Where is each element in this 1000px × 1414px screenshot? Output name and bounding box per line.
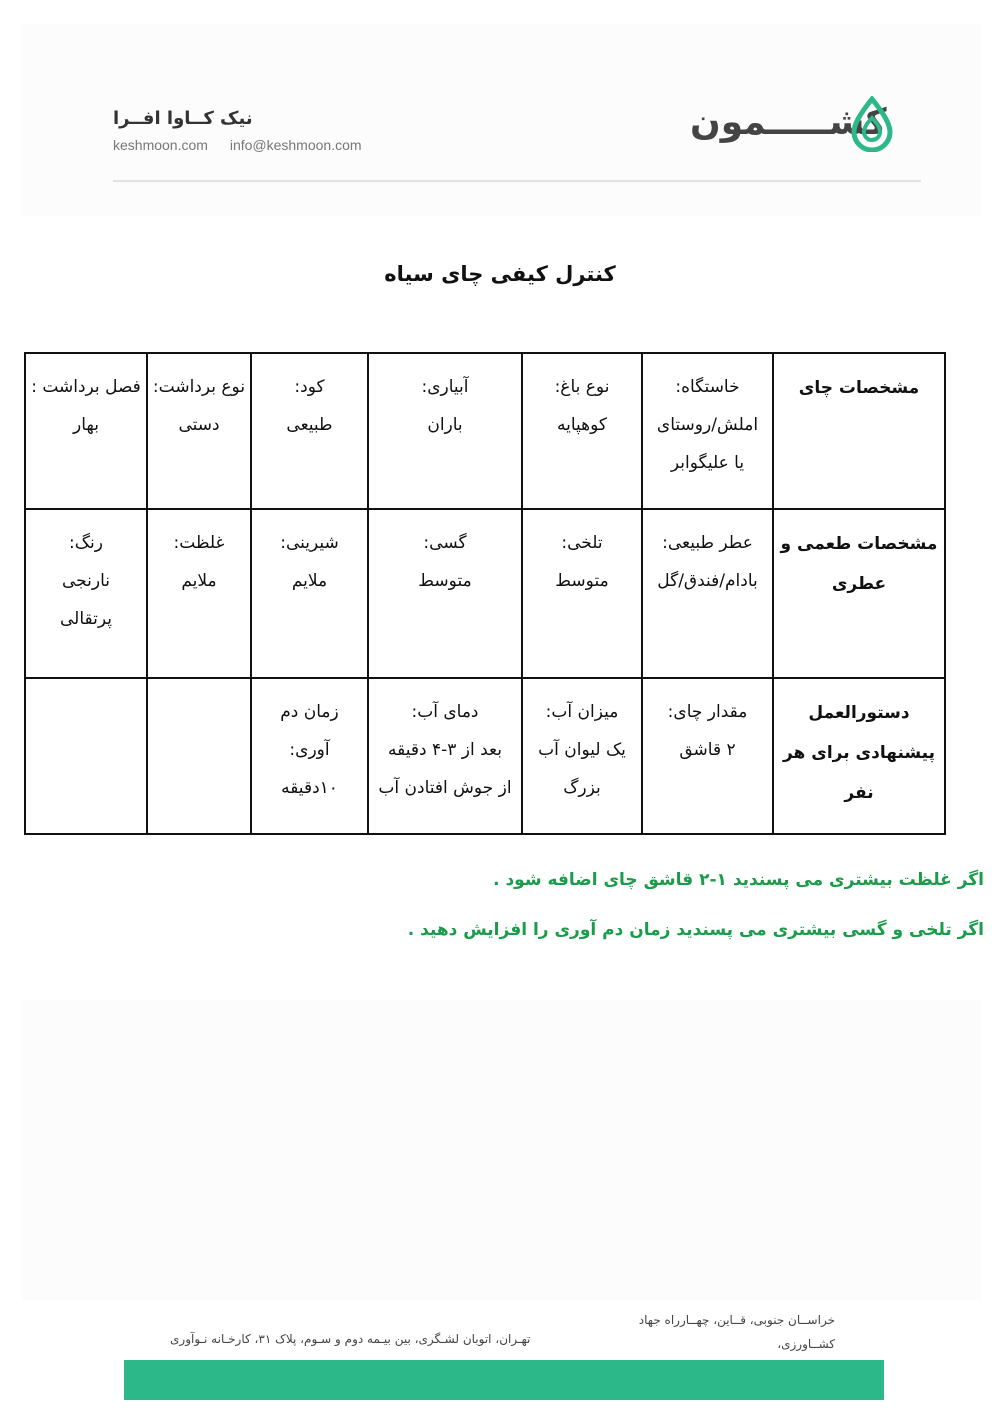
table-cell: [368, 678, 522, 834]
table-cell: [251, 353, 368, 509]
table-cell: [522, 509, 642, 678]
row-header: مشخصات چای: [773, 353, 945, 509]
cell-label: تلخی:: [561, 533, 603, 553]
cell-value-extra: بزرگ: [563, 778, 601, 798]
cell-value: متوسط: [418, 571, 472, 591]
table-row: [25, 509, 945, 678]
cell-label: غلظت:: [173, 533, 225, 553]
note-bitterness: اگر تلخی و گسی بیشتری می پسندید زمان دم آوری را افزایش دهید .: [407, 920, 984, 940]
company-contact: [113, 137, 413, 153]
quality-table: [24, 352, 946, 835]
table-cell: [642, 353, 773, 509]
footer-address-line: خراســان جنوبی، قــاین، چهــارراه جهاد کشــاورزی،: [638, 1313, 835, 1351]
table-row: [25, 678, 945, 834]
email-link[interactable]: info@keshmoon.com: [229, 137, 362, 153]
row-header: دستورالعمل پیشنهادی برای هر نفر: [773, 678, 945, 834]
table-cell: [147, 509, 251, 678]
brand-logo: [690, 96, 905, 156]
logo-text: کِشـــــمون: [690, 102, 887, 143]
table-cell: [642, 678, 773, 834]
cell-value-extra: ۱۰دقیقه: [281, 778, 338, 798]
header-divider: [113, 180, 921, 182]
notes: [0, 870, 984, 970]
cell-value: بهار: [73, 415, 99, 435]
cell-label: عطر طبیعی:: [662, 533, 753, 553]
table-cell: [522, 678, 642, 834]
table-cell: [522, 353, 642, 509]
footer-address-tehran: تهـران، اتوبان لشـگری، بین بیـمه دوم و سـوم، پلاک ۳۱، کارخـانه نـوآوری: [170, 1332, 531, 1346]
footer-background: [22, 1000, 982, 1300]
cell-value-extra: پرتقالی: [60, 609, 112, 629]
cell-value: دستی: [178, 415, 220, 435]
cell-value: نارنجی: [62, 571, 110, 591]
table-cell: [25, 509, 147, 678]
table-cell-empty: [147, 678, 251, 834]
cell-value: ملایم: [291, 571, 328, 591]
cell-label: آبیاری:: [421, 377, 469, 397]
cell-value: ملایم: [181, 571, 217, 591]
cell-label: شیرینی:: [280, 533, 339, 553]
cell-value: متوسط: [555, 571, 609, 591]
drop-logo-icon: [850, 96, 894, 152]
cell-label: خاستگاه:: [675, 377, 740, 397]
table-row: [25, 353, 945, 509]
cell-value: یک لیوان آب: [538, 740, 626, 760]
table-cell: [251, 678, 368, 834]
table-cell: [251, 509, 368, 678]
cell-value: طبیعی: [286, 415, 333, 435]
table-cell: [642, 509, 773, 678]
cell-label: نوع باغ:: [554, 377, 610, 397]
cell-label: دمای آب:: [411, 702, 479, 722]
cell-label: فصل برداشت :: [31, 377, 141, 397]
cell-value-extra: یا علیگوابر: [670, 453, 745, 473]
note-thickness: اگر غلظت بیشتری می پسندید ۱-۲ قاشق چای اضافه شود .: [493, 870, 984, 890]
table-cell: [147, 353, 251, 509]
cell-label: نوع برداشت:: [152, 377, 246, 397]
cell-label: گسی:: [423, 533, 467, 553]
page-title: کنترل کیفی چای سیاه: [384, 262, 616, 286]
cell-value: باران: [427, 415, 463, 435]
company-name: نیک کــاوا افــرا: [113, 108, 253, 129]
cell-value: املش/روستای: [656, 415, 759, 435]
table-cell: [368, 353, 522, 509]
cell-value: بعد از ۳-۴ دقیقه: [388, 740, 502, 760]
cell-label: کود:: [294, 377, 325, 397]
footer-bar: [124, 1360, 884, 1400]
cell-value: آوری:: [289, 740, 330, 760]
cell-label: رنگ:: [69, 533, 103, 553]
cell-label: میزان آب:: [545, 702, 619, 722]
cell-value: ۲ قاشق: [679, 740, 736, 760]
cell-label: مقدار چای:: [667, 702, 748, 722]
table-cell: [368, 509, 522, 678]
table-cell: [25, 353, 147, 509]
cell-value: بادام/فندق/گل: [657, 571, 758, 591]
cell-value-extra: از جوش افتادن آب: [378, 778, 512, 798]
website-link[interactable]: keshmoon.com: [113, 137, 208, 153]
row-header: مشخصات طعمی و عطری: [773, 509, 945, 678]
company-info: [113, 108, 413, 153]
cell-label: زمان دم: [280, 702, 339, 722]
cell-value: کوهپایه: [557, 415, 607, 435]
table-cell-empty: [25, 678, 147, 834]
